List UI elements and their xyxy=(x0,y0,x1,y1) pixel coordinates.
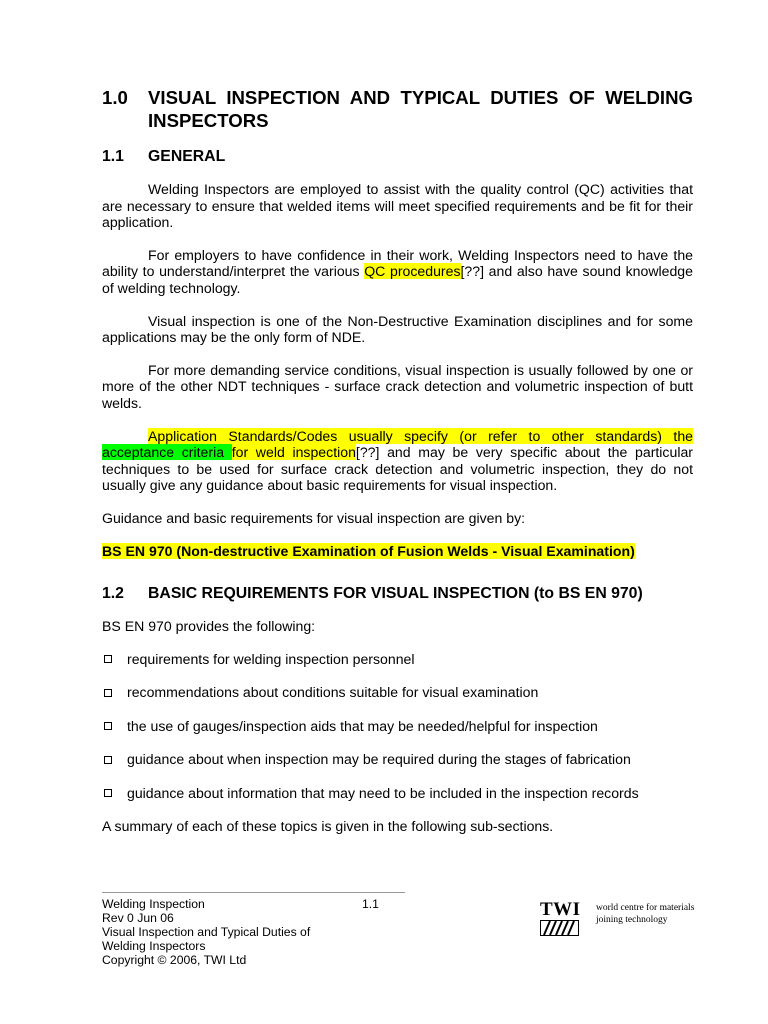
list-item-text: guidance about information that may need to be included in the inspection records xyxy=(127,785,639,802)
twi-tagline-line2: joining technology xyxy=(596,915,668,925)
text-segment: [??] and may be very specific about the particular techniques to be used for surface crack detection and volumetric inspection, they do not usually give any guidance about basic requirements for visual inspection. xyxy=(102,444,693,494)
twi-logo-mark-icon xyxy=(540,920,580,936)
highlight-weld-inspection: for weld inspection xyxy=(231,444,356,461)
list-item xyxy=(102,651,693,668)
standard-reference xyxy=(102,543,693,560)
list-item xyxy=(102,684,693,701)
section-number: 1.1 xyxy=(102,148,124,165)
page-number: 1.1 xyxy=(362,897,379,911)
square-bullet-icon xyxy=(104,756,112,764)
footer-chapter-title: Visual Inspection and Typical Duties of xyxy=(102,924,311,939)
paragraph-provides-following: BS EN 970 provides the following: xyxy=(102,618,316,635)
footer-chapter-title-cont: Welding Inspectors xyxy=(102,938,206,953)
paragraph-inspectors-role: Welding Inspectors are employed to assist with the quality control (QC) activities that are necessary to ensure that welded items will meet specified requirements and be fit for their application. xyxy=(102,181,693,231)
highlight-bs-en-970: BS EN 970 (Non-destructive Examination of Fusion Welds - Visual Examination) xyxy=(102,542,635,559)
square-bullet-icon xyxy=(104,789,112,797)
paragraph-demanding-conditions: For more demanding service conditions, visual inspection is usually followed by one or more of the other NDT techniques - surface crack detection and volumetric inspection of butt welds. xyxy=(102,361,693,411)
section-number: 1.2 xyxy=(102,585,124,603)
list-item-text: guidance about when inspection may be required during the stages of fabrication xyxy=(127,751,631,768)
section-heading-basic-requirements xyxy=(102,583,693,604)
paragraph-guidance: Guidance and basic requirements for visual inspection are given by: xyxy=(102,509,526,526)
twi-logo xyxy=(540,900,710,940)
footer-copyright: Copyright © 2006, TWI Ltd xyxy=(102,952,247,967)
section-title: GENERAL xyxy=(148,148,226,165)
square-bullet-icon xyxy=(104,722,112,730)
main-heading-number: 1.0 xyxy=(102,87,128,108)
highlight-qc-procedures: QC procedures xyxy=(364,263,461,280)
paragraph-application-standards xyxy=(102,428,693,494)
square-bullet-icon xyxy=(104,689,112,697)
highlight-acceptance-criteria: acceptance criteria xyxy=(102,444,232,461)
main-heading-title: VISUAL INSPECTION AND TYPICAL DUTIES OF WELDING INSPECTORS xyxy=(148,87,693,131)
text-segment: [??] and also have sound knowledge of welding technology. xyxy=(102,263,693,296)
highlight-application-standards: Application Standards/Codes usually specify (or refer to other standards) the xyxy=(148,427,693,444)
footer-course-title: Welding Inspection xyxy=(102,897,205,911)
twi-tagline-line1: world centre for materials xyxy=(596,903,695,913)
square-bullet-icon xyxy=(104,655,112,663)
text-segment: For employers to have confidence in their work, Welding Inspectors need to have the ability to understand/interpret the various xyxy=(102,246,693,280)
footer-divider xyxy=(102,892,405,893)
paragraph-visual-inspection-nde: Visual inspection is one of the Non-Destructive Examination disciplines and for some applications may be the only form of NDE. xyxy=(102,312,693,346)
paragraph-summary: A summary of each of these topics is given in the following sub-sections. xyxy=(102,817,554,834)
section-title: BASIC REQUIREMENTS FOR VISUAL INSPECTION (to BS EN 970) xyxy=(148,585,643,603)
list-item-text: requirements for welding inspection personnel xyxy=(127,650,415,667)
requirements-list xyxy=(102,651,693,802)
footer-info xyxy=(102,898,382,968)
list-item-text: the use of gauges/inspection aids that may be needed/helpful for inspection xyxy=(127,717,598,734)
paragraph-employers-confidence xyxy=(102,247,693,297)
document-page xyxy=(102,86,693,834)
main-heading xyxy=(102,86,693,132)
list-item xyxy=(102,751,693,768)
list-item-text: recommendations about conditions suitable for visual examination xyxy=(127,684,539,701)
twi-logo-text: TWI xyxy=(540,899,581,920)
footer-revision: Rev 0 Jun 06 xyxy=(102,910,174,925)
section-heading-general xyxy=(102,146,693,167)
list-item xyxy=(102,718,693,735)
twi-tagline xyxy=(596,902,694,926)
list-item xyxy=(102,785,693,802)
